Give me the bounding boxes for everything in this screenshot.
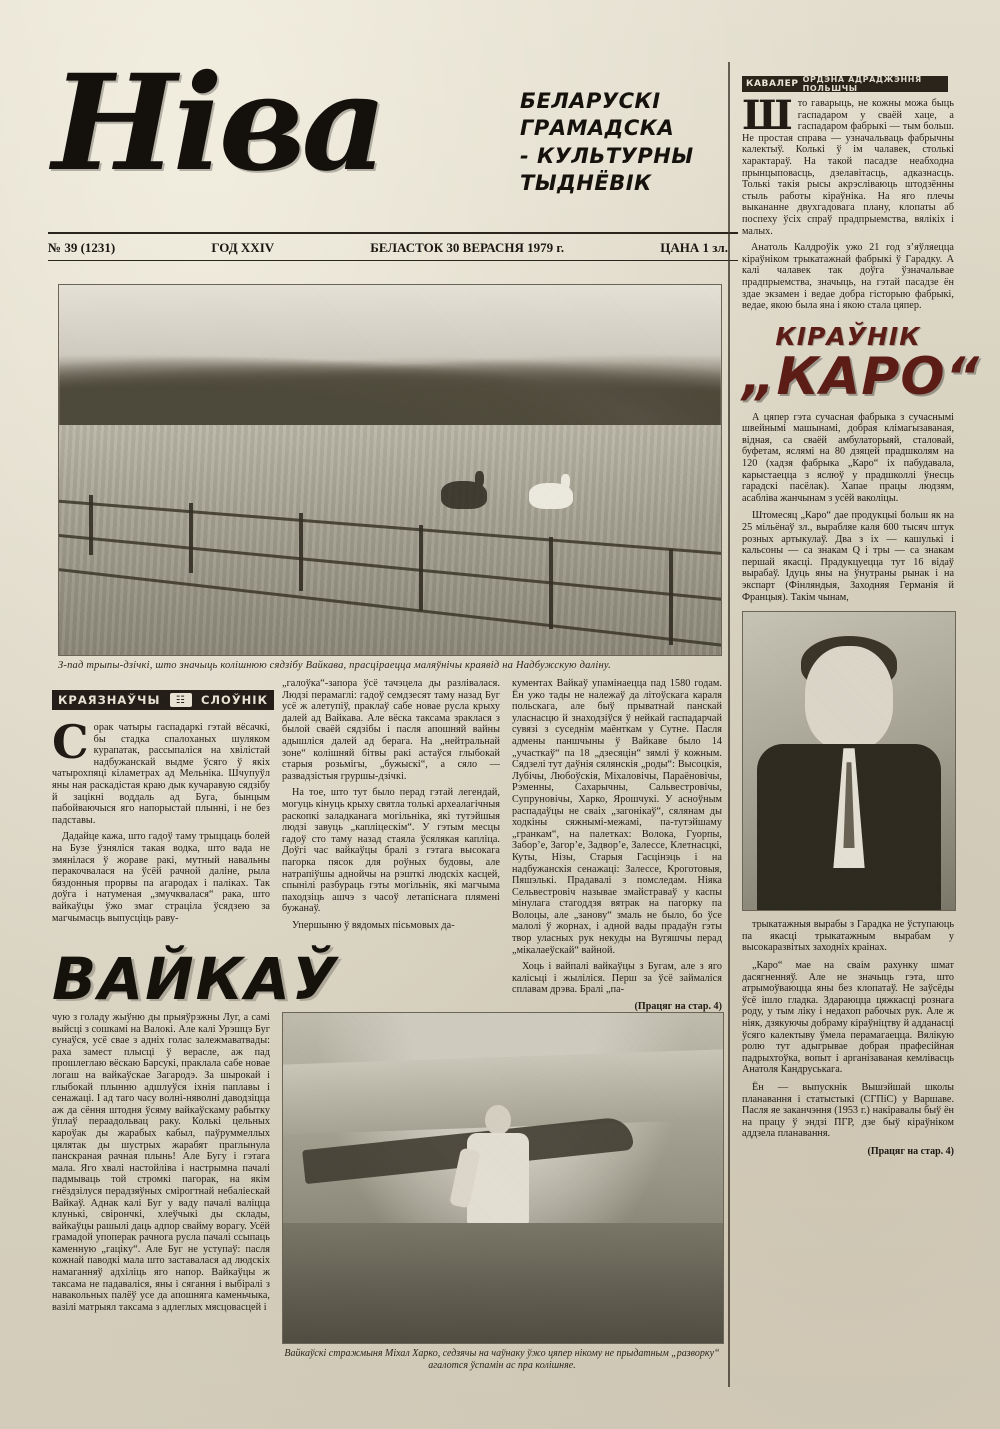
paragraph: то гаварыць, не кожны можа быць гаспадаром у сваёй хаце, а гаспадаром фабрыкі — тым больш. Не простая справа — узначальваць фабрычны калектыў. Колькі ў ім чалавек, столькі характараў. На такой пасадзе неабходна прынцыповасць, дзелавітасць, адказнасць. Толькі такія рысы акрэсліваюць штодзённы стыль работы кіраўніка. На яго плечы выкананне двухгадовага плану, клопаты аб поспеху ўсіх спраў прадпрыемства, вялікіх і малых. (742, 98, 954, 237)
dropcap: С (52, 715, 89, 769)
paragraph: Анатоль Калдроўік ужо 21 год з’яўляецца кіраўніком трыкатажнай фабрыкі ў Гарадку. А калі чалавек так доўга ўзначальвае прадпрыемства, значыць, на гэтай пасадзе ён здае экзамен і ведае добра гісторыю фабрыкі, ведае, якою была яна і якою стала цяпер. (742, 242, 954, 312)
paragraph: Дадайце кажа, што гадоў таму трыццаць болей на Бузе ўзняліся такая водка, што вада не змянілася ў жораве ракі, мутный навальны перакочвалася на ўсёй рачной даліне, рыла бяздонныя прорвы па агародах і паліках. Так доўга і натуменая „змучквалася“ рака, што вайкаўцы ўжо змаг страціла ўсядзею за магчымасць выпусціць раву- (52, 831, 270, 924)
kraeznauchy-label-right: СЛОЎНІК (201, 693, 268, 707)
publication-logo: Ніва (52, 46, 384, 201)
right-column (742, 75, 981, 1157)
secondary-photograph (282, 1012, 724, 1344)
kavaler-order-label: ОРДЭНА АДРАДЖЭННЯ ПОЛЬШЧЫ (802, 75, 922, 93)
paragraph: трыкатажныя вырабы з Гарадка не ўступаюць па якасці трыкатажным вырабам у высокаразвітых заходніх краінах. (742, 919, 954, 954)
issue-year: ГОД XXIV (211, 240, 275, 255)
kavaler-label: КАВАЛЕР (746, 79, 799, 89)
paragraph: На тое, што тут было перад гэтай легендай, могуць кінуць крыху святла толькі археалагічныя раскопкі заладканага могільніка, які тутэйшыя людзі завуць „капліцескім“. У гэтым месцы гадоў сто таму назад стаяла ўсялякая капліца. Доўгі час вайкаўцы бралі з гэтага высокага пагорка пясок для роўных будовы, але натрапіўшы аднойчы на рэшткі людскіх касцей, спынілі разбураць гэты могільнік, які магчыма паходзіць ашчэ з часоў летапіснага плямені бужанаў. (282, 787, 501, 915)
photo-grain (59, 285, 721, 655)
main-photo-caption: З-пад трыпы-дзічкі, што значыць колішнюю сядзібу Вайкава, прасціраецца маляўнічы краявід на Надбужскую даліну. (58, 660, 611, 671)
photo2-grain (283, 1013, 723, 1343)
article-column-c (512, 678, 722, 1013)
paragraph: Штомесяц „Каро“ дае продукцыі больш як на 25 мільёнаў зл., вырабляе каля 600 тысяч штук розных артыкулаў. Два з іх — кашулькі і кальсоны — са знакам Q і тры — са знакам першай якасці. Прадукцуецца тут 16 відаў вырабаў. Ідуць яны на ўнутраны рынак і на экспарт (Фінляндыя, Заходняя Германія й Францыя). Такім чынам, (742, 510, 954, 603)
paragraph: чую з голаду жыўню ды прыяўрэжны Луг, а самі выйсці з сошкамі на Валокі. Але калі Урэшцэ Буг сунаўся, усё свае з адніх голас залежмаватвады: раха замест плысці ў верасле, аж пад прошлеглаю вёскаю Барсукі, праклала сабе новае логаш на вайкаўскае Загародэ. За шырокай і глыбокай плынню адшлуўся іхнія паплавы і сенажаці. І ад таго часу волні-няволні даводзіцца аж да сёння штодня ўсяму вайкаўскаму рабытку ўплаў пераадольвац раку. Колькі цельных кароўак ды жарабых кабыл, паўруммеллых цялятак ды шустрых жарабят праглынула панскраная рачная плынь! Але Бугу і гэтага мала. Яго хвалі настойліва і настрымна пачалі падмываць той стромкі пагорак, на якім гнёздзілуся перадзяўных смірогтнай небаліескай Вайкаў. Аднак калі Буг у ваду пачалі валіцца клунькі, свірончкі, хлеўчыкі ды склады, вайкаўцы рашылі даць адпор свайму ворагу. Усёй грамадой упоперак рачнога русла пачалі ссыпаць каменную „гаціку“. Але Буг не уступаў: пасля кожнай паводкі мала што заставалася ад людскіх намаганняў адхіліць яго напор. Вайкаўцы ж таксама не падаваліся, яны і сягання і выбіралі з навакольных палёў усе да апошняга каменьчыка, вазілі матрыял таксама з адлеглых мясцовасцей і (52, 1012, 270, 1313)
paragraph: „галоўка“-запора ўсё тачэцела ды разлівалася. Людзі перамаглі: гадоў семдзесят таму назад Буг усё ж алетупіў, праклаў сабе новае русла крыху далей ад Вайкава. Але вёска таксама зраклася з былой сваёй сядзібы і пасля апошняй вайны адышліся далей ад берага. На „нейтральнай зоне“ колішняй бітвы ракі астаўся глыбокай старыя розьмігы, „бужыскі“, а сяло — развадзістыя груршы-дзічкі. (282, 678, 500, 782)
masthead-rule-top (48, 232, 738, 234)
paragraph: А цяпер гэта сучасная фабрыка з сучаснымі швейнымі машынамі, добрая клімагызаваная, відная, са сваёй амбулаторыяй, сталовай, буфетам, яслямі на 80 дзяцей прадшколям на 120 (хадзя фабрыка „Каро“ іх пабудавала, карыстаецца з яслюў у прадшколлі ўнесць гарадскі пасёлак). Хапае працы людзям, асабліва жанчынам з усёй ваколіцы. (742, 411, 954, 504)
article-column-b (282, 678, 500, 936)
publication-subtitle (520, 88, 770, 197)
paragraph: орак чатыры гаспадаркі гэтай вёсачкі, бы стадка спалоханых шуляком курапатак, рассыпаліся на хвілістай надбужанскай выдме ўсяго ў якіх чатырохпяці кіламетрах ад Мельніка. Шчупуўл яны ная раскадістая краю дык кучаравую сядзібу й зацікні воддаль ад Буга, бынцым пабойваючыся яго напорыстай плынні, і не без падставы. (52, 722, 270, 826)
portrait-photograph (742, 611, 956, 911)
article-column-a (52, 715, 270, 929)
kavaler-banner (742, 76, 948, 92)
article-headline-vajkau: ВАЙКАЎ (52, 945, 339, 1013)
paragraph: Ён — выпускнік Вышэйшай школы планавання і статыстыкі (СГПіС) у Варшаве. Пасля яе заканчэння (1953 г.) накіравалы быў ён на працу ў эндзі ПГР, дзе быў кіраўніком аддзела планавання. (742, 1081, 954, 1140)
secondary-photo-caption: Вайкаўскі стражмыня Міхал Харко, седзячы на чаўнаку ўжо цяпер нікому не прыдатным „разворку“ агалотся ўспамін ас пра колішняе. (284, 1348, 720, 1371)
paragraph: Упершыню ў вядомых пісьмовых да- (292, 919, 455, 931)
article-column-d (52, 1012, 270, 1318)
continued-note-2: (Працяг на стар. 4) (867, 1145, 954, 1157)
right-headline-line-1: КІРАЎНІК (775, 321, 921, 351)
issue-line (48, 240, 728, 256)
column-divider (728, 62, 730, 1387)
right-lead (742, 92, 954, 312)
paragraph: Хоць і вайпалі вайкаўцы з Бугам, але з яго калісьці і жыліліся. Перш за ўсё займаліся сплавам дрэва. Бралі „па- (512, 961, 722, 996)
continued-note-1: (Працяг на стар. 4) (634, 1001, 722, 1013)
kraeznauchy-label-left: КРАЯЗНАЎЧЫ (58, 693, 161, 707)
subtitle-line-3: - КУЛЬТУРНЫ (520, 143, 694, 168)
portrait-grain (743, 612, 955, 910)
right-headline (742, 321, 981, 407)
kraeznauchy-banner (52, 690, 274, 710)
issue-number: № 39 (1231) (48, 240, 116, 255)
subtitle-line-2: ГРАМАДСКА (520, 116, 675, 141)
right-body-bottom (742, 919, 954, 1157)
issue-price: ЦАНА 1 зл. (660, 240, 728, 255)
right-headline-line-2: „КАРО“ (742, 346, 981, 407)
issue-place-date: БЕЛАСТОК 30 ВЕРАСНЯ 1979 г. (370, 240, 565, 255)
paragraph: кументах Вайкаў упамінаецца пад 1580 годам. Ён ужо тады не належаў да літоўскага караля польскага, але быў прыватнай панскай уласнасцю й знаходзіўся ў нейкай гаспадарчай сувязі з суседнім маёнткам у Сутне. Пасля адмены паншчыны ў Вайкаве было 14 „участкаў“ па 18 „дзесяцін“ зямлі ў кожным. Сядзелі тут даўнія сялянскія „роды“: Высоцкія, Лубічы, Любоўскія, Міхаловічы, Параёновічы, Рэменны, Сахарычны, Сальвестровічы, Супруновічы, Харко, Ярошчукі. У асноўным распадаўцы не сваіх „загонікаў“, сялянам ды ходкіны сяжнымі-межамі, па-тутэйшаму „гранкам“, на палетках: Волока, Гуорпы, Забор’е, Загор’е, Задвор’е, Залессе, Клетнасцкі, Куты, Нізы, Старыя Гасцінэць і на надбужанскія сенажаці: Залессе, Кроготовыя, Пяшэлькі. Прадавалі з помследам. Ніяка Сельвестровіч называе змайстраваў у каспы мінулага стагоддзя вятрак на пагорку па Волоцы, але „занову“ змаль не было, бо ўсе малолі ў жорнах, і адной вады прадаўн гэты твор уласных рук некуды на Вугяшчы перад „мікалаеўскай“ вайной. (512, 678, 722, 956)
subtitle-line-1: БЕЛАРУСКІ (520, 89, 661, 113)
dropcap-right: Ш (742, 92, 793, 139)
right-body-top (742, 412, 954, 604)
masthead-rule-bottom (48, 260, 738, 261)
paragraph: „Каро“ мае на сваім рахунку шмат дасягненняў. Але не значыць гэта, што атрымоўваюцца яны без клопатаў. Не заўсёды ўсё ішло гладка. Здараюцца цяжкасці рознага роду, у тым ліку і недахоп рабочых рук. Але ж ніяк, дзякуючы добраму кіраўніцтву й адданасці ўсяго калектыву ўмела перамагаецца. Вялікую ролю тут адыгрывае добрая прафесійная падрыхтоўка, вопыт і арганізаваная кемлівасць Анатоля Кандруськага. (742, 959, 954, 1076)
book-icon: ☷ (170, 693, 192, 707)
subtitle-line-4: ТЫДНЁВІК (520, 170, 652, 195)
main-photograph (58, 284, 722, 656)
